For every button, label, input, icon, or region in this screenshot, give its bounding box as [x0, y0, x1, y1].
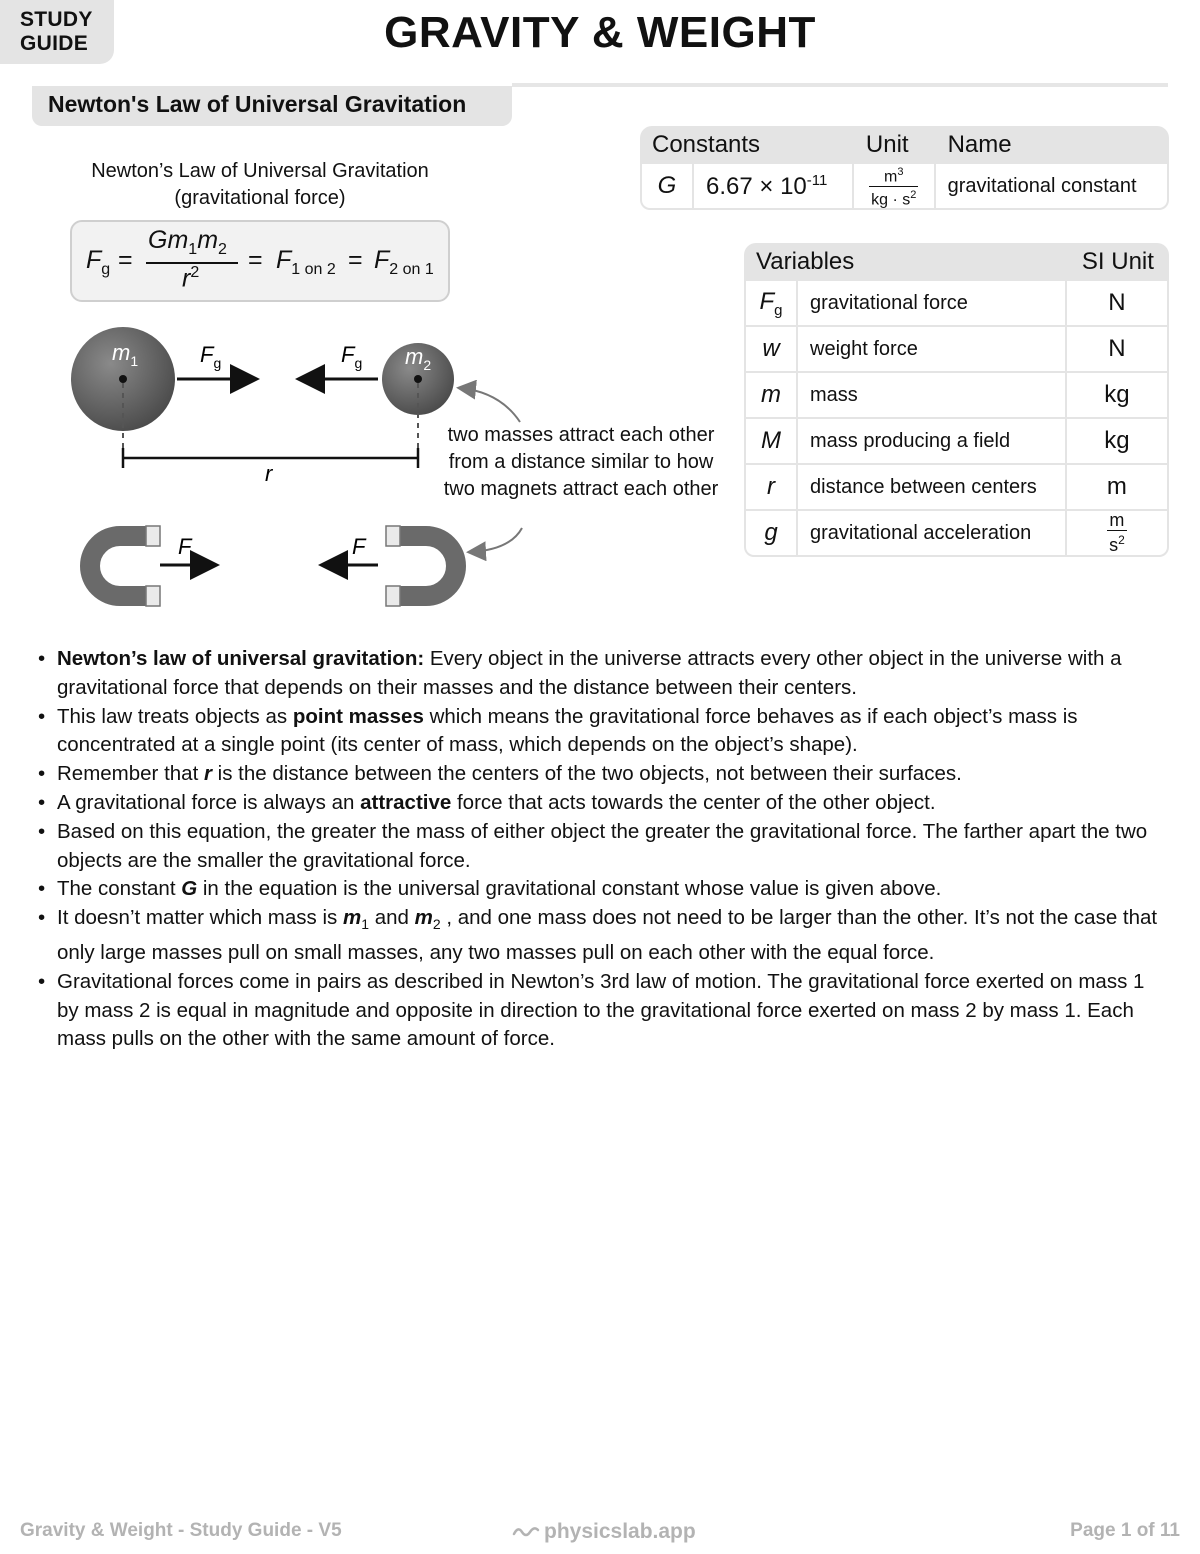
variable-unit: m	[1067, 465, 1169, 511]
pointer-arrow-bottom	[470, 528, 522, 552]
list-item: • Newton’s law of universal gravitation: Every object in the universe attracts every other object in the universe with a gravitational force that depends on their masses and the distance between their centers.	[36, 645, 1166, 703]
equation-caption	[60, 158, 460, 212]
constant-value: $6.67 \times 10^{-11}$	[694, 164, 854, 210]
table-row	[744, 373, 1169, 419]
header-divider	[512, 83, 1168, 87]
table-row	[744, 511, 1169, 557]
section-heading	[32, 86, 512, 126]
left-magnet-pole-top	[146, 526, 160, 546]
variable-unit: N	[1067, 327, 1169, 373]
formula-fg: $F_g$	[86, 246, 111, 278]
key-points-list	[36, 645, 1166, 1054]
variable-symbol: $F_g$	[744, 281, 798, 327]
variable-symbol: g	[744, 511, 798, 557]
table-row	[744, 281, 1169, 327]
wave-logo-icon	[512, 1524, 540, 1540]
fg-label-left: $F_g$	[200, 342, 222, 371]
constants-table	[640, 126, 1169, 210]
variable-name: mass producing a field	[798, 419, 1067, 465]
list-item: • Remember that r is the distance between the centers of the two objects, not between their surfaces.	[36, 760, 1166, 789]
footer-brand	[512, 1520, 712, 1544]
mass-2-center	[414, 375, 422, 383]
gravitation-formula	[70, 220, 450, 302]
variable-symbol: w	[744, 327, 798, 373]
footer-brand-text: physicslab.app	[544, 1520, 696, 1543]
unit-header: Unit	[854, 126, 936, 164]
badge-line-1: STUDY	[20, 8, 93, 31]
mass-1-label: $m_1$	[112, 340, 139, 369]
name-header: Name	[936, 126, 1169, 164]
formula-numerator: $Gm_1m_2$	[148, 226, 227, 258]
right-magnet-pole-bottom	[386, 586, 400, 606]
magnet-analogy-note: two masses attract each other from a distance similar to how two magnets attract each other	[443, 424, 719, 500]
variable-symbol: r	[744, 465, 798, 511]
magnet-force-label-left: F	[178, 534, 192, 559]
list-item: • The constant G in the equation is the universal gravitational constant whose value is given above.	[36, 875, 1166, 904]
mass-1-center	[119, 375, 127, 383]
table-row	[744, 465, 1169, 511]
si-unit-header: SI Unit	[1067, 243, 1169, 281]
mass-2-label: $m_2$	[405, 344, 432, 373]
list-item: • Based on this equation, the greater the mass of either object the greater the gravitational force. The farther apart the two objects are the smaller the gravitational force.	[36, 818, 1166, 876]
constant-name: gravitational constant	[936, 164, 1169, 210]
constants-header: Constants	[640, 126, 854, 164]
page-number: Page 1 of 11	[1070, 1520, 1180, 1541]
variable-unit: N	[1067, 281, 1169, 327]
right-magnet-pole-top	[386, 526, 400, 546]
formula-f1on2: $F_{1 on 2}$	[276, 246, 336, 278]
equation-caption-line-2: (gravitational force)	[174, 187, 346, 209]
footer-doc-title: Gravity & Weight - Study Guide - V5	[20, 1520, 342, 1541]
variable-unit: $\frac{m}{s^2}$	[1067, 511, 1169, 557]
formula-equals-3: =	[348, 246, 363, 274]
formula-equals-1: =	[118, 246, 133, 274]
equation-caption-line-1: Newton’s Law of Universal Gravitation	[91, 160, 429, 182]
variable-name: gravitational acceleration	[798, 511, 1067, 557]
table-row	[744, 327, 1169, 373]
variable-name: distance between centers	[798, 465, 1067, 511]
variable-unit: kg	[1067, 373, 1169, 419]
variable-symbol: M	[744, 419, 798, 465]
constant-symbol: G	[640, 164, 694, 210]
table-row	[744, 419, 1169, 465]
variable-name: gravitational force	[798, 281, 1067, 327]
magnet-force-label-right: F	[352, 534, 366, 559]
variable-symbol: m	[744, 373, 798, 419]
constant-unit: $\frac{m^3}{kg \cdot s^2}$	[854, 164, 936, 210]
study-guide-badge	[0, 0, 114, 64]
list-item: • A gravitational force is always an attractive force that acts towards the center of the other object.	[36, 789, 1166, 818]
formula-equals-2: =	[248, 246, 263, 274]
left-magnet-pole-bottom	[146, 586, 160, 606]
variable-name: weight force	[798, 327, 1067, 373]
list-item: • This law treats objects as point masses which means the gravitational force behaves as if each object’s mass is concentrated at a single point (its center of mass, which depends on the object’s shape).	[36, 703, 1166, 761]
pointer-arrow-top	[460, 388, 520, 422]
variables-header: Variables	[744, 243, 1067, 281]
section-title: Newton's Law of Universal Gravitation	[48, 91, 467, 117]
formula-denominator: $r^2$	[182, 264, 200, 293]
gravitation-diagram	[60, 318, 480, 608]
formula-f2on1: $F_{2 on 1}$	[374, 246, 434, 278]
page-title: GRAVITY & WEIGHT	[384, 8, 816, 57]
list-item: • Gravitational forces come in pairs as described in Newton’s 3rd law of motion. The gravitational force exerted on mass 1 by mass 2 is equal in magnitude and opposite in direction to the gravitational force exerted on mass 2 by mass 1. Each mass pulls on the other with the same amount of force.	[36, 968, 1166, 1054]
variable-unit: kg	[1067, 419, 1169, 465]
distance-r-label: r	[265, 461, 273, 486]
fg-label-right: $F_g$	[341, 342, 363, 371]
variable-name: mass	[798, 373, 1067, 419]
badge-line-2: GUIDE	[20, 32, 89, 55]
list-item: • It doesn’t matter which mass is $m_1$ and $m_2$ , and one mass does not need to be larger than the other. It’s not the case that only large masses pull on small masses, any two masses pull on each other with the equal force.	[36, 904, 1166, 968]
variables-table	[744, 243, 1169, 557]
